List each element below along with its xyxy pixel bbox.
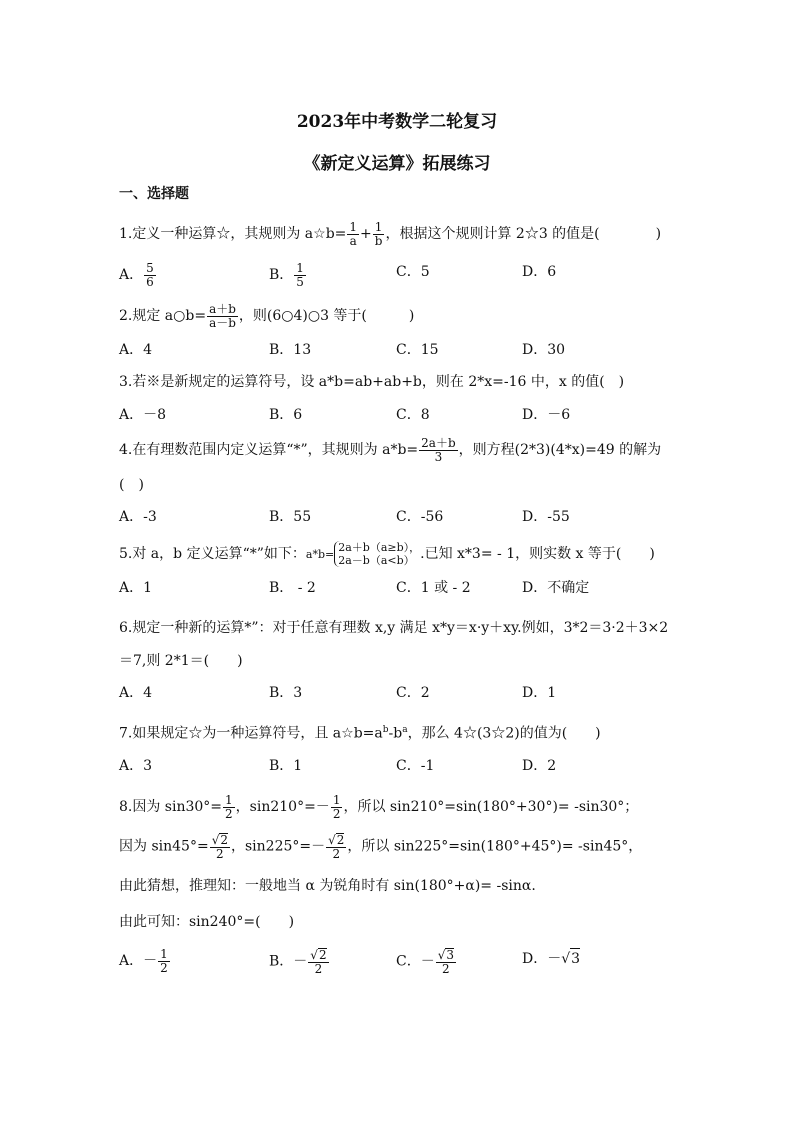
question-1: 1.定义一种运算☆，其规则为 a☆b= $\frac{1}{a}$ + $\frac{1}{b}$ ，根据这个规则计算 2☆3 的值是( ) [119,220,662,248]
question-4: 4.在有理数范围内定义运算“*”，其规则为 a*b= $\frac{2a+b}{3}$ ，则方程(2*3)(4*x)=49 的解为 [119,436,662,464]
option-c: C．2 [396,685,430,701]
option-b: B．3 [269,685,303,701]
option-d: D．－√ 3 [522,948,580,969]
option-c: C．-56 [396,509,444,525]
question-4-cont: ( ) [119,477,144,493]
fraction: √ $\frac{2}{2}$ [326,833,346,860]
option-c: C．8 [396,407,430,423]
option-c: C．-1 [396,758,435,774]
fraction: $\frac{1}{b}$ [374,220,383,248]
section-heading: 一、选择题 [119,186,189,202]
option-a: A．－ $\frac{1}{2}$ [119,947,168,975]
page-title: 2023年中考数学二轮复习 [296,112,498,132]
option-a: A．1 [119,580,153,596]
question-8-line2: 因为 sin45°= √ $\frac{2}{2}$ ，sin225°=－ √ $\frac{2}{2}$ ，所以 sin225°=sin(180°+45°)= -sin45°， [119,833,642,860]
sqrt-icon [310,948,318,962]
fraction: $\frac{5}{6}$ [146,261,154,289]
option-d: D．1 [522,685,557,701]
question-6-cont: ＝7,则 2*1＝( ) [119,653,243,669]
sqrt-icon [328,833,336,847]
fraction: √ $\frac{2}{2}$ [308,948,328,975]
option-d: D．30 [522,342,566,358]
fraction: $\frac{1}{a}$ [349,220,358,248]
sqrt-icon [438,948,446,962]
question-5: 5.对 a，b 定义运算“*”如下：a*b= 2a＋b（a≥b）， 2a－b（a<b） .已知 x*3= - 1，则实数 x 等于( ) [119,541,655,567]
option-a: A．3 [119,758,153,774]
option-d: D．-55 [522,509,570,525]
option-d: D．不确定 [522,580,590,596]
fraction: √ $\frac{2}{2}$ [210,833,230,860]
fraction: $\frac{1}{2}$ [160,947,168,975]
question-7: 7.如果规定☆为一种运算符号，且 $a☆b=a^b-b^a$，那么 4☆(3☆2)的值为( ) [119,725,601,742]
option-c: C．5 [396,264,430,280]
piecewise-brace: 2a＋b（a≥b）， 2a－b（a<b） [334,541,420,567]
fraction: $\frac{1}{5}$ [296,261,304,289]
option-b: B． $\frac{1}{5}$ [269,261,304,289]
question-6: 6.规定一种新的运算*”：对于任意有理数 x,y 满足 x*y＝x·y＋xy.例如，3*2＝3·2＋3×2 [119,620,669,636]
option-b: B．13 [269,342,312,358]
q1-suffix: ，根据这个规则计算 2☆3 的值是( ) [385,226,662,243]
option-b: B．－ √ $\frac{2}{2}$ [269,948,330,975]
option-a: A．－8 [119,407,167,423]
fraction: $\frac{1}{2}$ [332,793,341,821]
question-8-line4: 由此可知：sin240°=( ) [119,914,295,930]
option-b: B．1 [269,758,303,774]
option-a: A．-3 [119,509,157,525]
fraction: $\frac{1}{2}$ [225,793,233,821]
question-3: 3.若※是新规定的运算符号，设 a*b=ab+ab+b，则在 2*x=-16 中，x 的值( ) [119,374,625,390]
option-b: B．55 [269,509,312,525]
option-b: B．6 [269,407,303,423]
fraction: $\frac{a+b}{a-b}$ [209,302,236,330]
option-b: B． - 2 [269,580,316,596]
fraction: √ $\frac{3}{2}$ [436,948,456,975]
option-c: C．1 或 - 2 [396,580,471,596]
option-c: C．15 [396,342,439,358]
option-d: D．6 [522,264,557,280]
q1-prefix: 1.定义一种运算☆，其规则为 a☆b= [119,226,347,243]
sqrt-icon [212,833,220,847]
question-8: 8.因为 sin30°= $\frac{1}{2}$ ，sin210°=－ $\frac{1}{2}$ ，所以 sin210°=sin(180°+30°)= -sin30°； [119,793,639,821]
option-d: D．2 [522,758,557,774]
page-subtitle: 《新定义运算》拓展练习 [303,154,491,174]
option-c: C．－ √ $\frac{3}{2}$ [396,948,457,975]
option-d: D．－6 [522,407,571,423]
question-8-line3: 由此猜想，推理知：一般地当 α 为锐角时有 sin(180°+α)= -sinα. [119,878,536,894]
question-2: 2.规定 a○b= $\frac{a+b}{a-b}$ ，则(6○4)○3 等于( ) [119,302,415,330]
fraction: $\frac{2a+b}{3}$ [421,436,456,464]
option-a: A．4 [119,342,153,358]
option-a: A．4 [119,685,153,701]
sqrt-icon [561,951,570,967]
option-a: A． $\frac{5}{6}$ [119,261,154,289]
